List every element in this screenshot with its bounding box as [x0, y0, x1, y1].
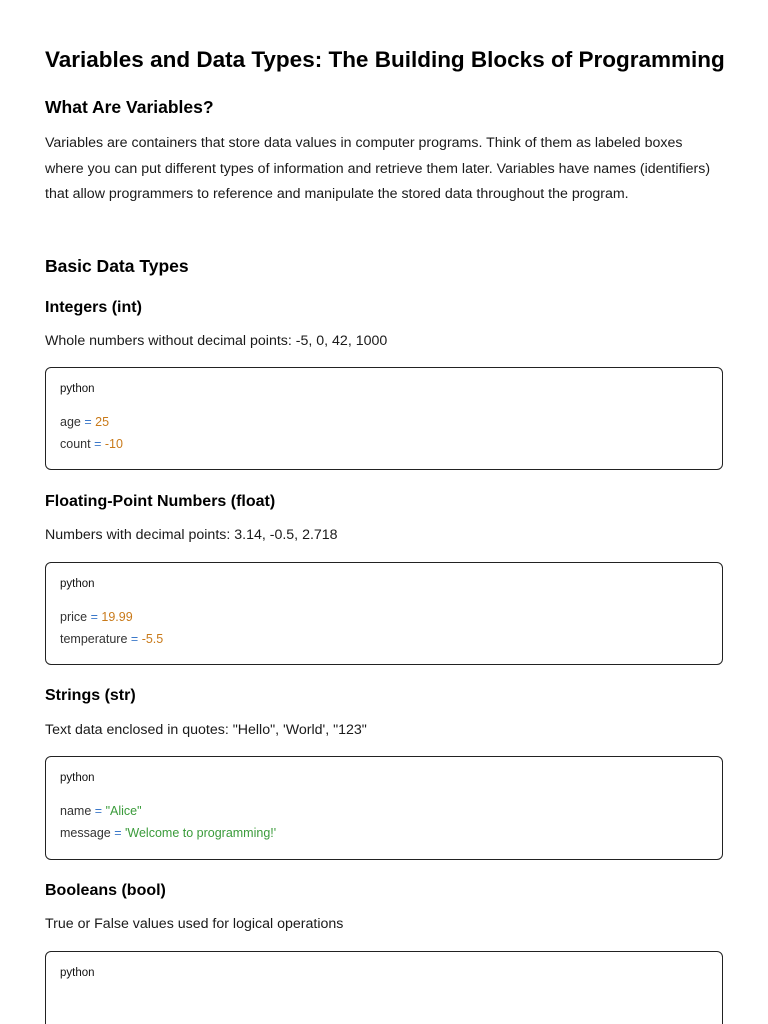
code-language-label: python	[60, 772, 95, 784]
code-number: 25	[95, 415, 110, 429]
code-identifier: count	[60, 437, 91, 451]
code-block-floats[interactable]	[45, 562, 723, 665]
booleans-description: True or False values used for logical operations	[45, 916, 344, 932]
heading-basic-data-types: Basic Data Types	[45, 256, 189, 276]
code-operator: =	[130, 632, 139, 646]
code-identifier: age	[60, 415, 81, 429]
code-line	[60, 628, 708, 650]
code-language-label: python	[60, 967, 95, 979]
code-line	[60, 606, 708, 628]
code-operator: =	[90, 610, 98, 624]
code-operator: =	[84, 415, 92, 429]
code-identifier: name	[60, 804, 92, 818]
code-block-booleans[interactable]	[45, 951, 723, 1024]
page-title: Variables and Data Types: The Building Blocks of Programming	[45, 47, 725, 72]
code-identifier: temperature	[60, 632, 128, 646]
heading-strings: Strings (str)	[45, 687, 136, 704]
code-block-strings[interactable]	[45, 756, 723, 860]
strings-description: Text data enclosed in quotes: "Hello", 'World', "123"	[45, 722, 367, 738]
code-operator: =	[94, 804, 103, 818]
heading-floats: Floating-Point Numbers (float)	[45, 493, 276, 510]
code-operator: =	[114, 826, 122, 840]
code-line	[60, 822, 708, 844]
floats-description: Numbers with decimal points: 3.14, -0.5, 2.718	[45, 527, 338, 543]
code-identifier: price	[60, 610, 88, 624]
code-identifier: message	[60, 826, 111, 840]
code-string: "Alice"	[105, 804, 142, 818]
code-string: 'Welcome to programming!'	[125, 826, 277, 840]
code-number: -10	[104, 437, 123, 451]
heading-integers: Integers (int)	[45, 299, 142, 316]
code-language-label: python	[60, 578, 95, 590]
heading-what-are-variables: What Are Variables?	[45, 97, 214, 117]
intro-paragraph: Variables are containers that store data values in computer programs. Think of them as labeled boxes where you can put different types of information and retrieve them later. Variables have names (identifiers) that allow programmers to reference and manipulate the stored data throughout the program.	[45, 135, 711, 202]
heading-booleans: Booleans (bool)	[45, 882, 166, 899]
integers-description: Whole numbers without decimal points: -5, 0, 42, 1000	[45, 333, 388, 349]
code-number: 19.99	[101, 610, 133, 624]
code-number: -5.5	[141, 632, 164, 646]
code-block-integers[interactable]	[45, 367, 723, 470]
code-language-label: python	[60, 383, 95, 395]
code-operator: =	[94, 437, 102, 451]
code-line	[60, 800, 708, 822]
code-line	[60, 411, 708, 433]
code-line	[60, 433, 708, 455]
